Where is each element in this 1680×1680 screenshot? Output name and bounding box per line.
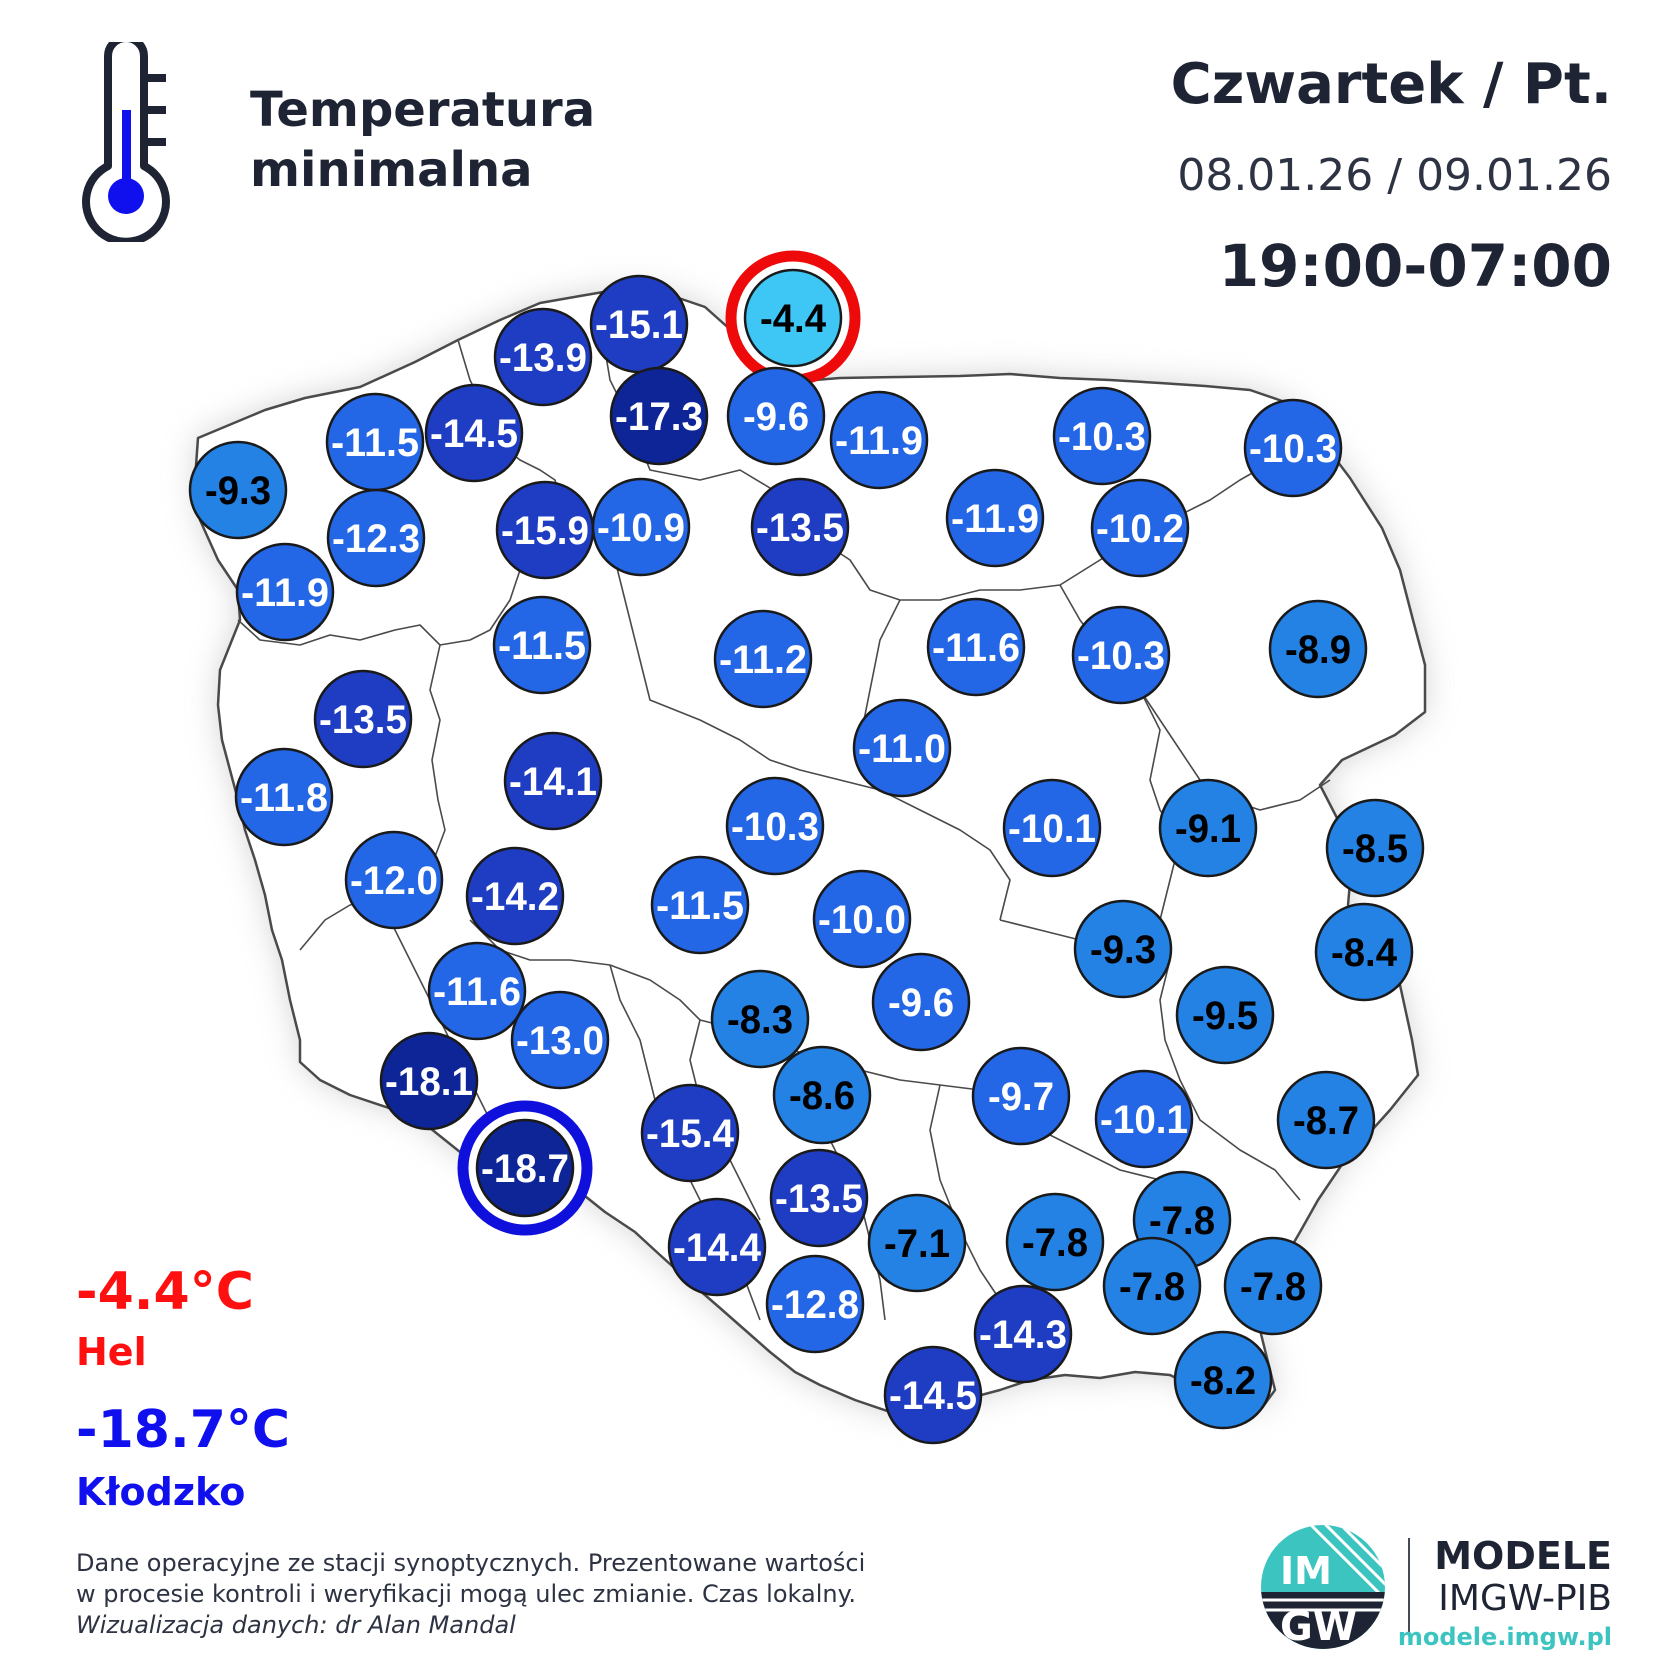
station-value: -7.1 — [884, 1222, 950, 1266]
station-marker[interactable] — [814, 871, 910, 967]
station-value: -14.2 — [471, 875, 559, 919]
station-marker[interactable] — [315, 671, 411, 767]
station-marker[interactable] — [1096, 1071, 1192, 1167]
station-value: -10.1 — [1008, 807, 1096, 851]
station-marker[interactable] — [1160, 780, 1256, 876]
station-value: -11.5 — [498, 624, 586, 668]
station-marker[interactable] — [1007, 1194, 1103, 1290]
station-marker[interactable] — [712, 971, 808, 1067]
station-marker[interactable] — [494, 597, 590, 693]
station-marker[interactable] — [512, 992, 608, 1088]
station-value: -15.1 — [595, 303, 683, 347]
station-marker[interactable] — [727, 778, 823, 874]
station-marker[interactable] — [497, 482, 593, 578]
station-value: -12.0 — [350, 859, 438, 903]
station-marker[interactable] — [752, 479, 848, 575]
station-marker[interactable] — [467, 848, 563, 944]
station-marker[interactable] — [854, 700, 950, 796]
min-temperature-value: -18.7°C — [76, 1400, 291, 1460]
station-value: -7.8 — [1022, 1221, 1088, 1265]
station-marker[interactable] — [928, 599, 1024, 695]
station-value: -8.5 — [1342, 827, 1408, 871]
footer-note — [76, 1548, 865, 1641]
station-value: -8.2 — [1190, 1359, 1256, 1403]
station-marker[interactable] — [1177, 967, 1273, 1063]
station-value: -9.6 — [743, 395, 809, 439]
station-marker[interactable] — [774, 1047, 870, 1143]
station-marker[interactable] — [593, 479, 689, 575]
brand-block — [1398, 1534, 1612, 1654]
station-marker[interactable] — [429, 943, 525, 1039]
station-marker[interactable] — [869, 1195, 965, 1291]
station-marker[interactable] — [346, 832, 442, 928]
station-marker[interactable] — [495, 309, 591, 405]
min-temperature-station: Kłodzko — [76, 1470, 246, 1514]
station-value: -7.8 — [1149, 1199, 1215, 1243]
brand-name: MODELE — [1434, 1534, 1612, 1578]
brand-url[interactable]: modele.imgw.pl — [1397, 1623, 1612, 1651]
station-marker[interactable] — [381, 1033, 477, 1129]
station-value: -18.1 — [385, 1060, 473, 1104]
station-marker[interactable] — [652, 857, 748, 953]
station-marker[interactable] — [1175, 1332, 1271, 1428]
station-marker[interactable] — [973, 1048, 1069, 1144]
station-marker[interactable] — [1054, 388, 1150, 484]
station-value: -10.3 — [1249, 427, 1337, 471]
station-value: -10.2 — [1096, 507, 1184, 551]
station-value: -7.8 — [1119, 1265, 1185, 1309]
station-value: -13.9 — [499, 336, 587, 380]
station-marker[interactable] — [642, 1085, 738, 1181]
station-value: -15.4 — [646, 1112, 735, 1156]
station-value: -14.5 — [430, 412, 518, 456]
station-value: -11.9 — [241, 571, 329, 615]
station-value: -14.5 — [889, 1374, 977, 1418]
station-value: -13.5 — [756, 506, 844, 550]
station-value: -8.9 — [1285, 628, 1351, 672]
max-temperature-station: Hel — [76, 1330, 147, 1374]
thermometer-icon — [78, 42, 188, 242]
title-line-1: Temperatura — [250, 82, 596, 138]
station-marker[interactable] — [1225, 1238, 1321, 1334]
station-value: -18.7 — [481, 1147, 569, 1191]
station-marker[interactable] — [463, 1106, 587, 1230]
station-marker[interactable] — [1316, 904, 1412, 1000]
station-value: -10.3 — [731, 805, 819, 849]
station-marker[interactable] — [237, 544, 333, 640]
station-value: -13.0 — [516, 1019, 604, 1063]
station-value: -10.3 — [1058, 415, 1146, 459]
station-marker[interactable] — [731, 256, 855, 380]
station-marker[interactable] — [1104, 1238, 1200, 1334]
station-value: -8.3 — [727, 998, 793, 1042]
station-marker[interactable] — [591, 276, 687, 372]
station-marker[interactable] — [1075, 901, 1171, 997]
station-value: -13.5 — [319, 698, 407, 742]
station-marker[interactable] — [715, 611, 811, 707]
title-line-2: minimalna — [250, 142, 533, 198]
station-value: -14.4 — [673, 1226, 762, 1270]
station-marker[interactable] — [771, 1150, 867, 1246]
station-value: -11.9 — [835, 419, 923, 463]
station-marker[interactable] — [1004, 780, 1100, 876]
station-value: -9.1 — [1175, 807, 1241, 851]
station-value: -9.7 — [988, 1075, 1054, 1119]
logo-text-top: IM — [1280, 1549, 1332, 1593]
day-label: Czwartek / Pt. — [1170, 52, 1612, 117]
footer-line-2: w procesie kontroli i weryfikacji mogą ulec zmianie. Czas lokalny. — [76, 1580, 856, 1608]
station-value: -11.9 — [951, 497, 1039, 541]
station-marker[interactable] — [975, 1286, 1071, 1382]
station-value: -11.6 — [433, 970, 521, 1014]
station-value: -11.5 — [656, 884, 744, 928]
station-marker[interactable] — [728, 368, 824, 464]
station-marker[interactable] — [236, 749, 332, 845]
station-value: -9.3 — [1090, 928, 1156, 972]
station-marker[interactable] — [190, 442, 286, 538]
station-value: -11.2 — [719, 638, 807, 682]
station-marker[interactable] — [1073, 607, 1169, 703]
station-marker[interactable] — [669, 1199, 765, 1295]
station-value: -13.5 — [775, 1177, 863, 1221]
station-value: -8.4 — [1331, 931, 1398, 975]
imgw-logo-icon — [1258, 1522, 1388, 1652]
station-value: -4.4 — [760, 297, 827, 341]
brand-org: IMGW-PIB — [1438, 1578, 1612, 1619]
station-value: -15.9 — [501, 509, 589, 553]
station-marker[interactable] — [1270, 601, 1366, 697]
map-title — [250, 80, 595, 200]
station-marker[interactable] — [426, 385, 522, 481]
station-marker[interactable] — [1278, 1072, 1374, 1168]
date-label: 08.01.26 / 09.01.26 — [1177, 150, 1612, 201]
station-value: -12.3 — [332, 517, 420, 561]
station-value: -8.7 — [1293, 1099, 1359, 1143]
station-value: -11.5 — [331, 421, 419, 465]
station-value: -10.9 — [597, 506, 685, 550]
station-value: -11.8 — [240, 776, 328, 820]
station-value: -14.3 — [979, 1313, 1067, 1357]
station-marker[interactable] — [885, 1347, 981, 1443]
station-value: -10.3 — [1077, 634, 1165, 678]
station-value: -11.6 — [932, 626, 1020, 670]
station-value: -14.1 — [509, 760, 597, 804]
station-value: -17.3 — [615, 395, 703, 439]
station-value: -10.1 — [1100, 1098, 1188, 1142]
station-marker[interactable] — [1245, 400, 1341, 496]
footer-credit: Wizualizacja danych: dr Alan Mandal — [76, 1611, 516, 1639]
station-marker[interactable] — [947, 470, 1043, 566]
station-marker[interactable] — [1327, 800, 1423, 896]
logo-text-bottom: GW — [1280, 1604, 1357, 1650]
station-value: -11.0 — [858, 727, 946, 771]
station-marker[interactable] — [327, 394, 423, 490]
max-temperature-value: -4.4°C — [76, 1262, 254, 1322]
time-range: 19:00-07:00 — [1218, 232, 1612, 300]
station-marker[interactable] — [611, 368, 707, 464]
station-marker[interactable] — [831, 392, 927, 488]
station-value: -9.6 — [888, 981, 954, 1025]
station-marker[interactable] — [505, 733, 601, 829]
station-value: -8.6 — [789, 1074, 855, 1118]
station-marker[interactable] — [767, 1256, 863, 1352]
station-value: -10.0 — [818, 898, 906, 942]
station-value: -9.3 — [205, 469, 271, 513]
station-value: -9.5 — [1192, 994, 1258, 1038]
station-value: -12.8 — [771, 1283, 859, 1327]
station-value: -7.8 — [1240, 1265, 1306, 1309]
station-marker[interactable] — [328, 490, 424, 586]
footer-line-1: Dane operacyjne ze stacji synoptycznych. Prezentowane wartości — [76, 1549, 866, 1577]
station-marker[interactable] — [873, 954, 969, 1050]
station-marker[interactable] — [1092, 480, 1188, 576]
